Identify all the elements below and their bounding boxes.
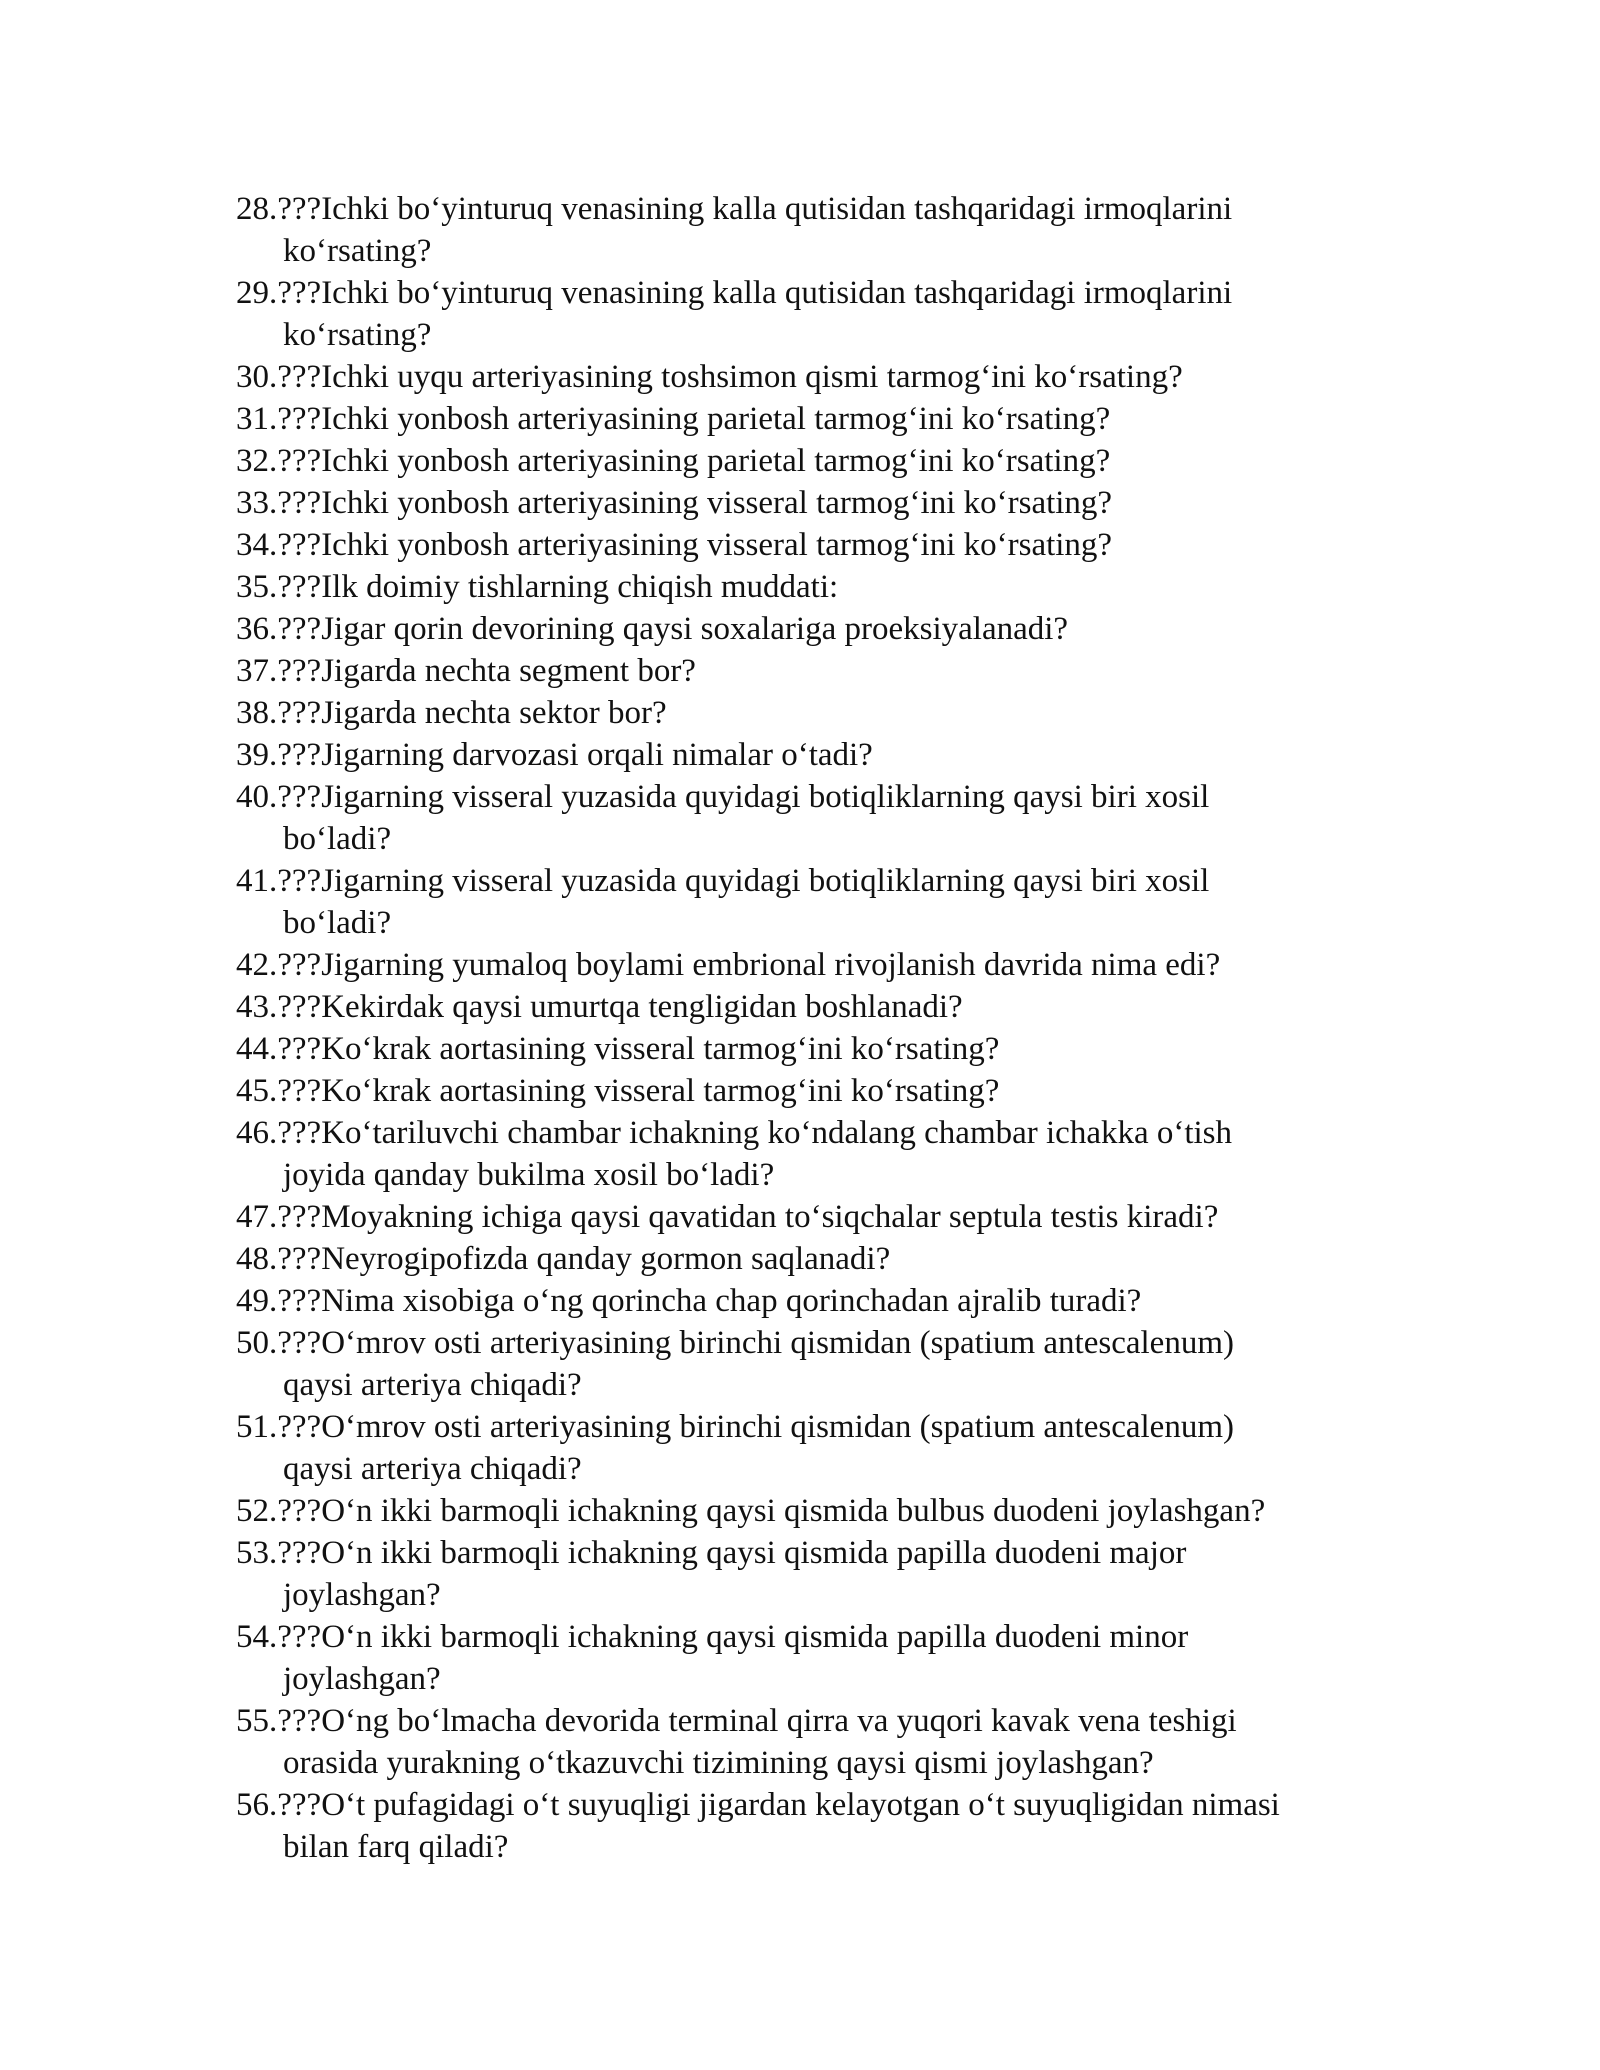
question-first-line — [236, 1196, 1218, 1238]
question-text: bo‘ladi? — [283, 821, 392, 857]
question-continuation-line — [236, 1154, 1232, 1196]
question-item — [236, 692, 1416, 734]
question-block — [236, 1700, 1237, 1784]
question-block — [236, 356, 1183, 398]
question-text: ???O‘mrov osti arteriyasining birinchi qismidan (spatium antescalenum) — [277, 1409, 1234, 1445]
question-block — [236, 188, 1232, 272]
question-continuation-line — [236, 230, 1232, 272]
question-text: ???Ichki bo‘yinturuq venasining kalla qutisidan tashqaridagi irmoqlarini — [277, 275, 1233, 311]
question-text: ???Jigarda nechta sektor bor? — [277, 695, 667, 731]
question-number: 46. — [236, 1115, 278, 1151]
question-first-line — [236, 776, 1209, 818]
question-first-line — [236, 608, 1068, 650]
question-item — [236, 986, 1416, 1028]
question-text: joylashgan? — [283, 1661, 441, 1697]
question-number: 40. — [236, 779, 278, 815]
question-block — [236, 944, 1220, 986]
question-item — [236, 944, 1416, 986]
question-block — [236, 1616, 1188, 1700]
question-item — [236, 1700, 1416, 1784]
question-text: ???Ichki yonbosh arteriyasining parietal tarmog‘ini ko‘rsating? — [277, 401, 1111, 437]
question-number: 29. — [236, 275, 278, 311]
question-first-line — [236, 986, 963, 1028]
question-first-line — [236, 1322, 1234, 1364]
question-text: ???Ko‘tariluvchi chambar ichakning ko‘ndalang chambar ichakka o‘tish — [277, 1115, 1233, 1151]
question-continuation-line — [236, 1364, 1234, 1406]
question-text: ???Moyakning ichiga qaysi qavatidan to‘siqchalar septula testis kiradi? — [277, 1199, 1219, 1235]
question-item — [236, 1784, 1416, 1868]
question-item — [236, 398, 1416, 440]
question-item — [236, 860, 1416, 944]
question-continuation-line — [236, 1574, 1186, 1616]
question-number: 49. — [236, 1283, 278, 1319]
question-text: ???Ichki yonbosh arteriyasining visseral tarmog‘ini ko‘rsating? — [277, 527, 1113, 563]
question-item — [236, 1238, 1416, 1280]
question-number: 28. — [236, 191, 278, 227]
question-block — [236, 1028, 999, 1070]
question-number: 54. — [236, 1619, 278, 1655]
question-number: 38. — [236, 695, 278, 731]
question-text: ???Jigarning visseral yuzasida quyidagi botiqliklarning qaysi biri xosil — [277, 779, 1210, 815]
question-first-line — [236, 1490, 1265, 1532]
question-number: 50. — [236, 1325, 278, 1361]
question-first-line — [236, 1700, 1237, 1742]
question-first-line — [236, 860, 1209, 902]
question-block — [236, 1196, 1218, 1238]
question-block — [236, 398, 1110, 440]
question-block — [236, 1238, 890, 1280]
question-item — [236, 1616, 1416, 1700]
question-continuation-line — [236, 1658, 1188, 1700]
question-first-line — [236, 1112, 1232, 1154]
question-block — [236, 986, 963, 1028]
question-block — [236, 650, 696, 692]
question-text: ???Ichki uyqu arteriyasining toshsimon qismi tarmog‘ini ko‘rsating? — [277, 359, 1183, 395]
question-block — [236, 1070, 999, 1112]
question-item — [236, 1490, 1416, 1532]
question-number: 36. — [236, 611, 278, 647]
question-text: ???O‘n ikki barmoqli ichakning qaysi qismida bulbus duodeni joylashgan? — [277, 1493, 1266, 1529]
question-item — [236, 1028, 1416, 1070]
question-number: 34. — [236, 527, 278, 563]
question-number: 52. — [236, 1493, 278, 1529]
question-item — [236, 566, 1416, 608]
question-first-line — [236, 440, 1110, 482]
question-text: ???Jigarda nechta segment bor? — [277, 653, 696, 689]
question-first-line — [236, 650, 696, 692]
question-number: 37. — [236, 653, 278, 689]
question-block — [236, 1322, 1234, 1406]
question-text: ???Kekirdak qaysi umurtqa tengligidan boshlanadi? — [277, 989, 963, 1025]
question-number: 51. — [236, 1409, 278, 1445]
question-block — [236, 482, 1112, 524]
question-text: ???Ichki yonbosh arteriyasining visseral tarmog‘ini ko‘rsating? — [277, 485, 1113, 521]
question-text: bilan farq qiladi? — [283, 1829, 509, 1865]
question-item — [236, 776, 1416, 860]
question-item — [236, 734, 1416, 776]
question-text: joylashgan? — [283, 1577, 441, 1613]
question-item — [236, 1280, 1416, 1322]
question-block — [236, 1280, 1141, 1322]
question-item — [236, 1070, 1416, 1112]
question-number: 56. — [236, 1787, 278, 1823]
question-text: qaysi arteriya chiqadi? — [283, 1367, 582, 1403]
question-continuation-line — [236, 902, 1209, 944]
question-text: ???O‘n ikki barmoqli ichakning qaysi qismida papilla duodeni major — [277, 1535, 1187, 1571]
question-item — [236, 1406, 1416, 1490]
question-first-line — [236, 1028, 999, 1070]
question-first-line — [236, 944, 1220, 986]
question-block — [236, 1532, 1186, 1616]
question-text: ???Ichki bo‘yinturuq venasining kalla qutisidan tashqaridagi irmoqlarini — [277, 191, 1233, 227]
question-first-line — [236, 1238, 890, 1280]
question-number: 48. — [236, 1241, 278, 1277]
question-text: joyida qanday bukilma xosil bo‘ladi? — [283, 1157, 775, 1193]
question-number: 44. — [236, 1031, 278, 1067]
question-text: ???Jigar qorin devorining qaysi soxalariga proeksiyalanadi? — [277, 611, 1069, 647]
question-first-line — [236, 1532, 1186, 1574]
question-text: ???O‘mrov osti arteriyasining birinchi qismidan (spatium antescalenum) — [277, 1325, 1234, 1361]
question-item — [236, 608, 1416, 650]
question-item — [236, 650, 1416, 692]
question-first-line — [236, 1280, 1141, 1322]
question-block — [236, 776, 1209, 860]
question-item — [236, 356, 1416, 398]
question-block — [236, 1784, 1280, 1868]
question-text: ???Jigarning visseral yuzasida quyidagi botiqliklarning qaysi biri xosil — [277, 863, 1210, 899]
question-text: ko‘rsating? — [283, 317, 432, 353]
question-number: 43. — [236, 989, 278, 1025]
question-item — [236, 1322, 1416, 1406]
question-first-line — [236, 692, 667, 734]
question-item — [236, 1532, 1416, 1616]
question-text: qaysi arteriya chiqadi? — [283, 1451, 582, 1487]
question-text: ???Jigarning darvozasi orqali nimalar o‘tadi? — [277, 737, 873, 773]
question-first-line — [236, 1784, 1280, 1826]
question-text: ???O‘ng bo‘lmacha devorida terminal qirra va yuqori kavak vena teshigi — [277, 1703, 1237, 1739]
question-text: ???Ko‘krak aortasining visseral tarmog‘ini ko‘rsating? — [277, 1073, 1000, 1109]
question-number: 39. — [236, 737, 278, 773]
question-text: ???O‘t pufagidagi o‘t suyuqligi jigardan kelayotgan o‘t suyuqligidan nimasi — [277, 1787, 1280, 1823]
question-first-line — [236, 734, 873, 776]
question-block — [236, 440, 1110, 482]
question-first-line — [236, 188, 1232, 230]
question-continuation-line — [236, 314, 1232, 356]
question-number: 45. — [236, 1073, 278, 1109]
question-text: bo‘ladi? — [283, 905, 392, 941]
question-first-line — [236, 398, 1110, 440]
question-number: 47. — [236, 1199, 278, 1235]
question-list — [236, 188, 1416, 1868]
question-number: 42. — [236, 947, 278, 983]
question-text: ???Ko‘krak aortasining visseral tarmog‘ini ko‘rsating? — [277, 1031, 1000, 1067]
question-text: ???Ichki yonbosh arteriyasining parietal tarmog‘ini ko‘rsating? — [277, 443, 1111, 479]
question-first-line — [236, 1070, 999, 1112]
question-number: 35. — [236, 569, 278, 605]
question-first-line — [236, 1616, 1188, 1658]
question-block — [236, 1112, 1232, 1196]
question-first-line — [236, 356, 1183, 398]
question-text: orasida yurakning o‘tkazuvchi tizimining qaysi qismi joylashgan? — [283, 1745, 1154, 1781]
question-continuation-line — [236, 1742, 1237, 1784]
question-text: ko‘rsating? — [283, 233, 432, 269]
question-block — [236, 566, 838, 608]
question-number: 53. — [236, 1535, 278, 1571]
question-number: 55. — [236, 1703, 278, 1739]
question-first-line — [236, 482, 1112, 524]
question-block — [236, 272, 1232, 356]
question-item — [236, 440, 1416, 482]
question-continuation-line — [236, 1448, 1234, 1490]
question-number: 32. — [236, 443, 278, 479]
question-first-line — [236, 272, 1232, 314]
question-first-line — [236, 524, 1112, 566]
question-continuation-line — [236, 1826, 1280, 1868]
question-number: 30. — [236, 359, 278, 395]
question-number: 33. — [236, 485, 278, 521]
question-block — [236, 524, 1112, 566]
question-text: ???O‘n ikki barmoqli ichakning qaysi qismida papilla duodeni minor — [277, 1619, 1189, 1655]
question-item — [236, 524, 1416, 566]
question-item — [236, 1112, 1416, 1196]
question-first-line — [236, 1406, 1234, 1448]
question-first-line — [236, 566, 838, 608]
question-number: 31. — [236, 401, 278, 437]
question-text: ???Nima xisobiga o‘ng qorincha chap qorinchadan ajralib turadi? — [277, 1283, 1142, 1319]
question-block — [236, 860, 1209, 944]
question-text: ???Ilk doimiy tishlarning chiqish muddati: — [277, 569, 839, 605]
question-text: ???Jigarning yumaloq boylami embrional rivojlanish davrida nima edi? — [277, 947, 1221, 983]
question-block — [236, 692, 667, 734]
question-item — [236, 188, 1416, 272]
question-continuation-line — [236, 818, 1209, 860]
question-block — [236, 1490, 1265, 1532]
question-block — [236, 734, 873, 776]
question-block — [236, 1406, 1234, 1490]
question-block — [236, 608, 1068, 650]
question-text: ???Neyrogipofizda qanday gormon saqlanadi? — [277, 1241, 891, 1277]
question-item — [236, 272, 1416, 356]
question-item — [236, 482, 1416, 524]
question-item — [236, 1196, 1416, 1238]
question-number: 41. — [236, 863, 278, 899]
